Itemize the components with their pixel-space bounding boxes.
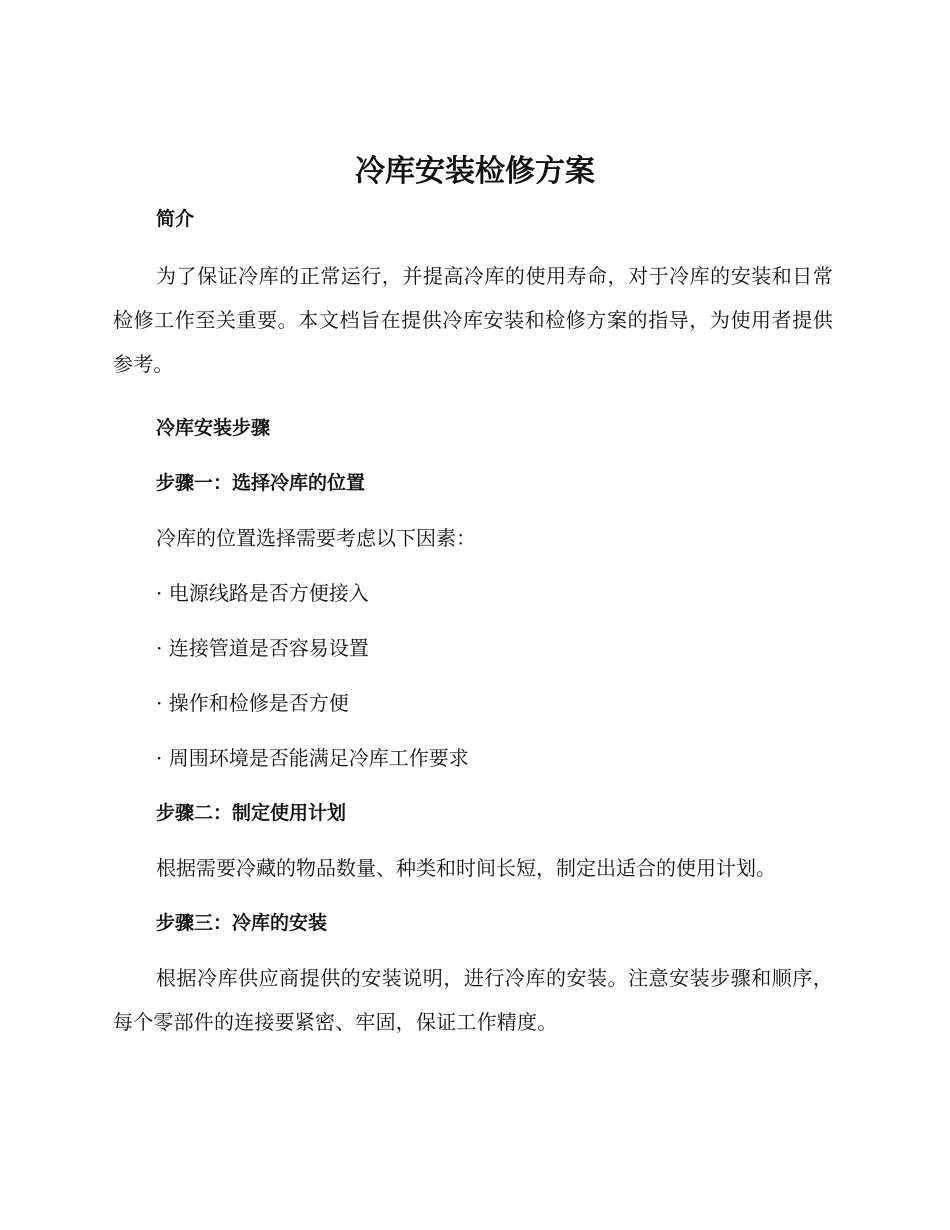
step2-heading: 步骤二：制定使用计划 — [156, 802, 347, 824]
step2-paragraph: 根据需要冷藏的物品数量、种类和时间长短，制定出适合的使用计划。 — [156, 856, 776, 880]
document-body — [113, 202, 833, 1044]
step1-heading: 步骤一：选择冷库的位置 — [156, 472, 366, 494]
section-heading-install: 冷库安装步骤 — [156, 417, 271, 439]
list-item: · 连接管道是否容易设置 — [156, 636, 369, 660]
list-item: · 操作和检修是否方便 — [156, 691, 349, 715]
step3-paragraph: 根据冷库供应商提供的安装说明，进行冷库的安装。注意安装步骤和顺序，每个零部件的连接要紧密、牢固，保证工作精度。 — [113, 966, 833, 1034]
step1-intro: 冷库的位置选择需要考虑以下因素： — [156, 526, 476, 550]
step3-heading: 步骤三：冷库的安装 — [156, 912, 328, 934]
list-item: · 周围环境是否能满足冷库工作要求 — [156, 746, 469, 770]
intro-paragraph: 为了保证冷库的正常运行，并提高冷库的使用寿命，对于冷库的安装和日常检修工作至关重要。本文档旨在提供冷库安装和检修方案的指导，为使用者提供参考。 — [113, 264, 833, 376]
list-item: · 电源线路是否方便接入 — [156, 581, 369, 605]
section-heading-intro: 简介 — [156, 208, 195, 230]
document-title: 冷库安装检修方案 — [355, 154, 595, 189]
